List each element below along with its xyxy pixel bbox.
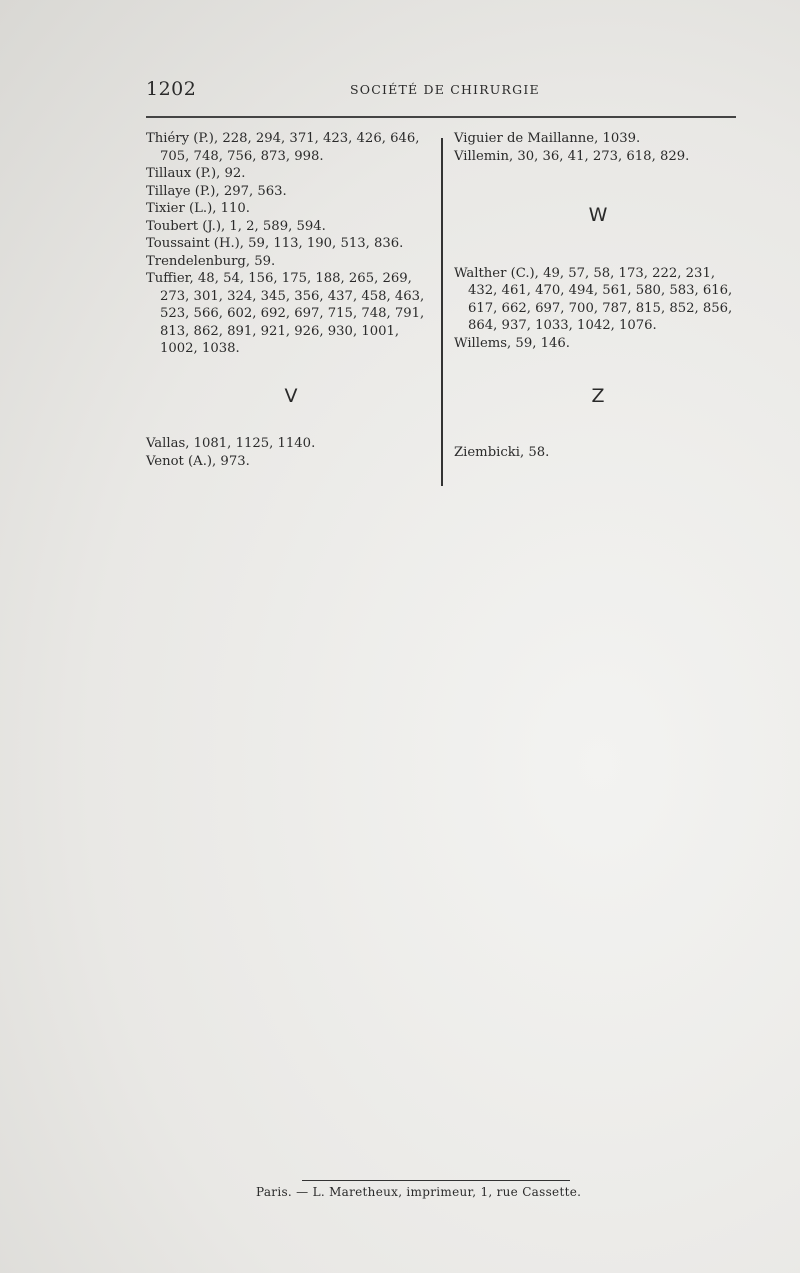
index-entry: Walther (C.), 49, 57, 58, 173, 222, 231, 432, 461, 470, 494, 561, 580, 583, 616, 617, 662, 697, 700, 787, 815, 852, 856, 864, 937, 1033, 1042, 1076. bbox=[454, 265, 733, 333]
index-column-right bbox=[454, 130, 742, 461]
index-entry: Toubert (J.), 1, 2, 589, 594. bbox=[146, 218, 326, 234]
index-entry: Viguier de Maillanne, 1039. bbox=[454, 131, 641, 146]
index-entry: Willems, 59, 146. bbox=[454, 335, 570, 351]
index-column-left bbox=[146, 130, 436, 470]
index-entry: Toussaint (H.), 59, 113, 190, 513, 836. bbox=[146, 236, 404, 251]
header-rule bbox=[146, 116, 736, 118]
index-entry: Villemin, 30, 36, 41, 273, 618, 829. bbox=[454, 148, 690, 164]
index-entry: Vallas, 1081, 1125, 1140. bbox=[146, 436, 316, 451]
index-entry: Tixier (L.), 110. bbox=[146, 201, 250, 216]
index-entry: Tillaye (P.), 297, 563. bbox=[146, 183, 287, 199]
index-entry: Tillaux (P.), 92. bbox=[146, 166, 246, 181]
section-letter-z: Z bbox=[591, 385, 605, 407]
index-entry: Tuffier, 48, 54, 156, 175, 188, 265, 269, 273, 301, 324, 345, 356, 437, 458, 463, 523, 566, 602, 692, 697, 715, 748, 791, 813, 862, 891, 921, 926, 930, 1001, 1002, 1038. bbox=[146, 271, 425, 356]
running-title: SOCIÉTÉ DE CHIRURGIE bbox=[350, 82, 540, 97]
section-letter-v: V bbox=[284, 384, 298, 407]
printer-imprint: Paris. — L. Maretheux, imprimeur, 1, rue Cassette. bbox=[256, 1185, 582, 1199]
column-divider bbox=[441, 138, 443, 486]
index-entry: Trendelenburg, 59. bbox=[146, 253, 276, 269]
index-entry: Ziembicki, 58. bbox=[454, 444, 550, 460]
footer-rule bbox=[302, 1180, 570, 1181]
page-number: 1202 bbox=[146, 78, 197, 100]
page-header bbox=[146, 78, 736, 102]
section-letter-w: W bbox=[588, 204, 608, 226]
index-entry: Thiéry (P.), 228, 294, 371, 423, 426, 646, 705, 748, 756, 873, 998. bbox=[146, 131, 420, 164]
index-entry: Venot (A.), 973. bbox=[146, 453, 250, 469]
